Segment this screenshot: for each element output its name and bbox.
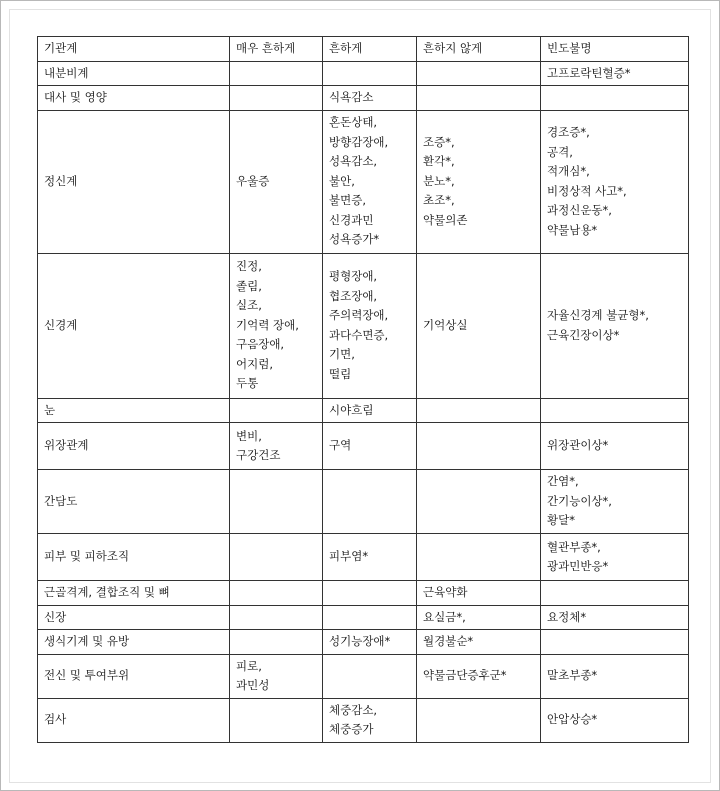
very-common-cell xyxy=(230,698,323,742)
table-row xyxy=(38,86,689,111)
table-row xyxy=(38,110,689,253)
reaction-term: 체중감소, xyxy=(329,702,378,717)
reaction-term: 평형장애, xyxy=(329,269,378,283)
reaction-term: 근육긴장이상* xyxy=(547,327,620,342)
reaction-term: 적개심*, xyxy=(547,164,590,178)
common-cell xyxy=(323,61,417,86)
column-header-common: 흔하게 xyxy=(323,37,417,62)
unknown-cell xyxy=(541,253,689,398)
reaction-term: 비정상적 사고*, xyxy=(547,183,627,198)
very-common-cell xyxy=(230,61,323,86)
common-cell xyxy=(323,654,417,698)
document-viewport xyxy=(9,9,711,783)
reaction-term: 안압상승* xyxy=(547,712,598,727)
organ-cell: 근골격계, 결합조직 및 뼈 xyxy=(38,581,230,606)
uncommon-cell xyxy=(417,630,541,655)
reaction-term: 주의력장애, xyxy=(329,308,389,322)
very-common-cell xyxy=(230,86,323,111)
reaction-term: 변비, xyxy=(236,428,262,443)
reaction-term: 월경불순* xyxy=(423,634,474,648)
reaction-term: 졸림, xyxy=(236,278,262,293)
table-row xyxy=(38,654,689,698)
uncommon-cell xyxy=(417,86,541,111)
column-header-organ: 기관계 xyxy=(38,37,230,62)
table-header-row xyxy=(38,37,689,62)
reaction-term: 혈관부종*, xyxy=(547,539,601,554)
common-cell xyxy=(323,110,417,253)
unknown-cell xyxy=(541,654,689,698)
common-cell xyxy=(323,86,417,111)
reaction-term: 약물남용* xyxy=(547,222,598,237)
organ-cell: 위장관계 xyxy=(38,423,230,470)
uncommon-cell xyxy=(417,654,541,698)
reaction-term: 성욕감소, xyxy=(329,154,378,169)
organ-cell: 내분비계 xyxy=(38,61,230,86)
reaction-term: 피로, xyxy=(236,658,262,673)
reaction-term: 협조장애, xyxy=(329,288,378,303)
organ-cell: 눈 xyxy=(38,398,230,423)
organ-cell: 피부 및 피하조직 xyxy=(38,534,230,581)
reaction-term: 약물금단증후군* xyxy=(423,668,507,683)
very-common-cell xyxy=(230,581,323,606)
reaction-term: 초조*, xyxy=(423,193,455,208)
reaction-term: 조증*, xyxy=(423,134,455,149)
organ-cell: 신경계 xyxy=(38,253,230,398)
very-common-cell xyxy=(230,253,323,398)
column-header-very-common: 매우 흔하게 xyxy=(230,37,323,62)
common-cell xyxy=(323,253,417,398)
reaction-term: 광과민반응* xyxy=(547,559,609,573)
reaction-term: 황달* xyxy=(547,513,575,528)
reaction-term: 간기능이상*, xyxy=(547,493,612,508)
common-cell xyxy=(323,698,417,742)
unknown-cell xyxy=(541,470,689,534)
adverse-reactions-table xyxy=(37,36,689,743)
reaction-term: 요정체* xyxy=(547,609,587,624)
organ-cell: 대사 및 영양 xyxy=(38,86,230,111)
organ-cell: 검사 xyxy=(38,698,230,742)
organ-cell: 신장 xyxy=(38,605,230,630)
reaction-term: 피부염* xyxy=(329,549,369,564)
reaction-term: 말초부종* xyxy=(547,668,598,683)
reaction-term: 약물의존 xyxy=(423,212,468,227)
reaction-term: 성기능장애* xyxy=(329,634,391,648)
very-common-cell xyxy=(230,398,323,423)
table-row xyxy=(38,398,689,423)
uncommon-cell xyxy=(417,698,541,742)
reaction-term: 신경과민 xyxy=(329,212,374,227)
reaction-term: 근육약화 xyxy=(423,585,468,599)
reaction-term: 떨림 xyxy=(329,366,352,381)
unknown-cell xyxy=(541,630,689,655)
common-cell xyxy=(323,470,417,534)
common-cell xyxy=(323,581,417,606)
uncommon-cell xyxy=(417,253,541,398)
reaction-term: 분노*, xyxy=(423,173,455,188)
table-row xyxy=(38,630,689,655)
organ-cell: 간담도 xyxy=(38,470,230,534)
table-row xyxy=(38,423,689,470)
reaction-term: 경조증*, xyxy=(547,125,590,139)
reaction-term: 불안, xyxy=(329,173,355,188)
reaction-term: 위장관이상* xyxy=(547,438,609,453)
table-row xyxy=(38,61,689,86)
reaction-term: 방향감장애, xyxy=(329,134,389,149)
reaction-term: 요실금*, xyxy=(423,609,466,624)
uncommon-cell xyxy=(417,534,541,581)
unknown-cell xyxy=(541,398,689,423)
reaction-term: 체중증가 xyxy=(329,722,374,736)
uncommon-cell xyxy=(417,605,541,630)
table-row xyxy=(38,581,689,606)
unknown-cell xyxy=(541,110,689,253)
common-cell xyxy=(323,423,417,470)
common-cell xyxy=(323,605,417,630)
reaction-term: 불면증, xyxy=(329,193,366,208)
unknown-cell xyxy=(541,423,689,470)
reaction-term: 과정신운동*, xyxy=(547,203,612,217)
reaction-term: 공격, xyxy=(547,144,573,159)
reaction-term: 기억력 장애, xyxy=(236,317,299,332)
unknown-cell xyxy=(541,581,689,606)
uncommon-cell xyxy=(417,470,541,534)
column-header-unknown: 빈도불명 xyxy=(541,37,689,62)
very-common-cell xyxy=(230,605,323,630)
column-header-uncommon: 흔하지 않게 xyxy=(417,37,541,62)
reaction-term: 식욕감소 xyxy=(329,90,374,104)
reaction-term: 시야흐림 xyxy=(329,402,374,417)
organ-cell: 생식기계 및 유방 xyxy=(38,630,230,655)
reaction-term: 어지럼, xyxy=(236,356,273,371)
uncommon-cell xyxy=(417,423,541,470)
common-cell xyxy=(323,630,417,655)
very-common-cell xyxy=(230,470,323,534)
reaction-term: 환각*, xyxy=(423,154,455,169)
reaction-term: 성욕증가* xyxy=(329,232,380,247)
reaction-term: 우울증 xyxy=(236,173,270,188)
reaction-term: 고프로락틴혈증* xyxy=(547,65,631,80)
reaction-term: 구음장애, xyxy=(236,337,285,352)
reaction-term: 간염*, xyxy=(547,474,579,489)
reaction-term: 실조, xyxy=(236,298,262,313)
unknown-cell xyxy=(541,61,689,86)
table-row xyxy=(38,470,689,534)
organ-cell: 전신 및 투여부위 xyxy=(38,654,230,698)
uncommon-cell xyxy=(417,61,541,86)
reaction-term: 기억상실 xyxy=(423,317,468,332)
reaction-term: 구역 xyxy=(329,438,352,453)
table-row xyxy=(38,698,689,742)
very-common-cell xyxy=(230,630,323,655)
common-cell xyxy=(323,398,417,423)
unknown-cell xyxy=(541,534,689,581)
organ-cell: 정신계 xyxy=(38,110,230,253)
reaction-term: 두통 xyxy=(236,376,259,391)
very-common-cell xyxy=(230,110,323,253)
very-common-cell xyxy=(230,423,323,470)
reaction-term: 과민성 xyxy=(236,678,270,692)
table-row xyxy=(38,605,689,630)
reaction-term: 진정, xyxy=(236,259,262,274)
unknown-cell xyxy=(541,86,689,111)
reaction-term: 자율신경계 불균형*, xyxy=(547,308,649,322)
uncommon-cell xyxy=(417,581,541,606)
reaction-term: 구강건조 xyxy=(236,448,281,462)
unknown-cell xyxy=(541,605,689,630)
unknown-cell xyxy=(541,698,689,742)
reaction-term: 혼돈상태, xyxy=(329,115,378,130)
very-common-cell xyxy=(230,534,323,581)
reaction-term: 과다수면증, xyxy=(329,327,389,342)
very-common-cell xyxy=(230,654,323,698)
common-cell xyxy=(323,534,417,581)
table-row xyxy=(38,253,689,398)
reaction-term: 기면, xyxy=(329,347,355,361)
table-row xyxy=(38,534,689,581)
uncommon-cell xyxy=(417,398,541,423)
uncommon-cell xyxy=(417,110,541,253)
